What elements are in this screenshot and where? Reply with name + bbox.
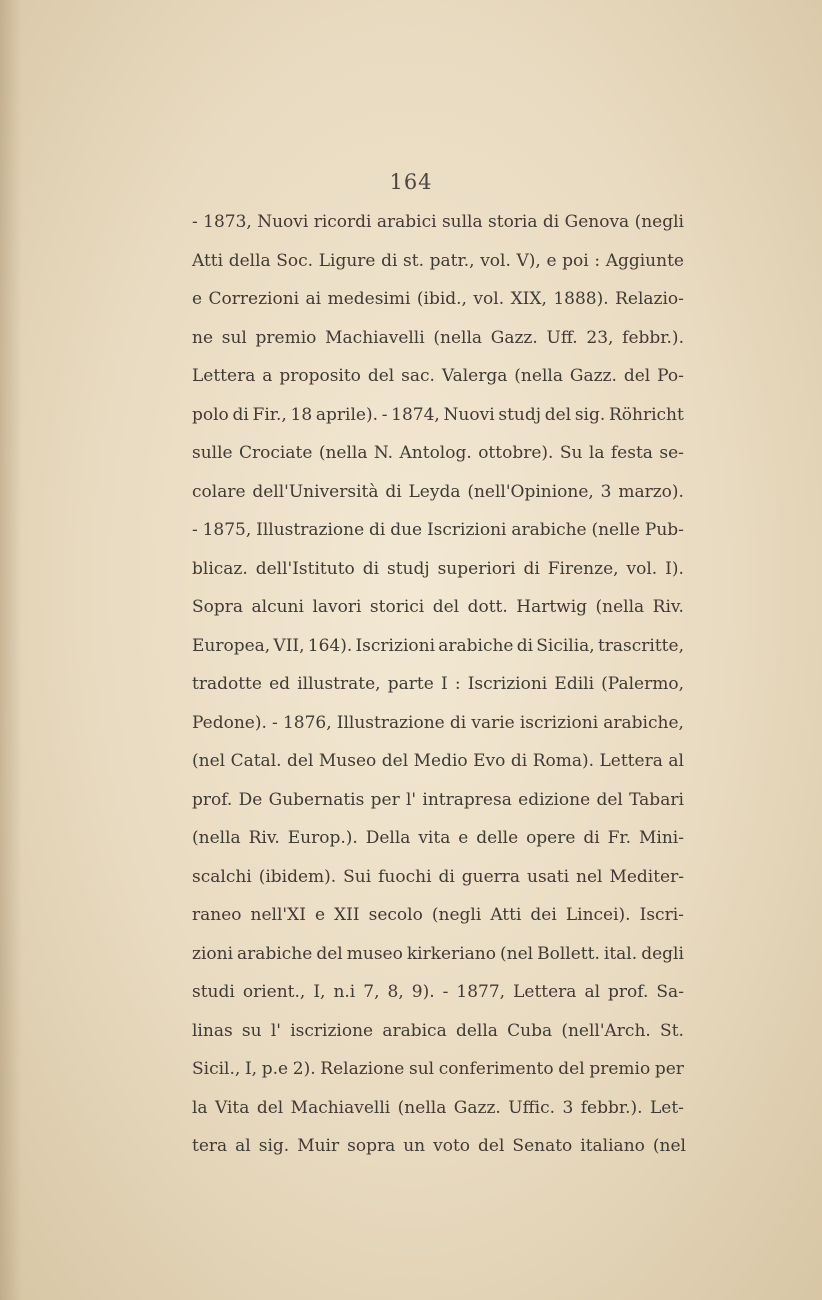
text-line: Europea, VII, 164). Iscrizioni arabiche di Sicilia, trascritte, bbox=[192, 635, 684, 656]
text-line: linas su l' iscrizione arabica della Cuba (nell'Arch. St. bbox=[192, 1020, 684, 1041]
text-line: zioni arabiche del museo kirkeriano (nel Bollett. ital. degli bbox=[192, 943, 684, 964]
text-line: la Vita del Machiavelli (nella Gazz. Uffic. 3 febbr.). Let- bbox=[192, 1097, 684, 1118]
text-line: e Correzioni ai medesimi (ibid., vol. XIX, 1888). Relazio- bbox=[192, 289, 684, 309]
text-line: Sopra alcuni lavori storici del dott. Hartwig (nella Riv. bbox=[192, 597, 684, 617]
text-line: (nel Catal. del Museo del Medio Evo di Roma). Lettera al bbox=[192, 751, 684, 771]
text-line: prof. De Gubernatis per l' intrapresa edizione del Tabari bbox=[192, 789, 684, 810]
text-line: - 1875, Illustrazione di due Iscrizioni arabiche (nelle Pub- bbox=[192, 520, 684, 540]
text-line: - 1873, Nuovi ricordi arabici sulla storia di Genova (negli bbox=[192, 212, 684, 232]
text-line: tradotte ed illustrate, parte I : Iscrizioni Edili (Palermo, bbox=[192, 674, 684, 694]
page-edge-shadow bbox=[0, 0, 22, 1300]
text-line: colare dell'Università di Leyda (nell'Opinione, 3 marzo). bbox=[192, 481, 684, 502]
text-line: blicaz. dell'Istituto di studj superiori di Firenze, vol. I). bbox=[192, 558, 684, 579]
page-number: 164 bbox=[389, 170, 433, 194]
text-line: scalchi (ibidem). Sui fuochi di guerra usati nel Mediter- bbox=[192, 866, 684, 887]
text-line: studi orient., I, n.i 7, 8, 9). - 1877, Lettera al prof. Sa- bbox=[192, 982, 684, 1002]
text-line: Sicil., I, p.e 2). Relazione sul conferimento del premio per bbox=[192, 1059, 684, 1079]
text-line: Atti della Soc. Ligure di st. patr., vol. V), e poi : Aggiunte bbox=[192, 250, 684, 271]
text-line: raneo nell'XI e XII secolo (negli Atti dei Lincei). Iscri- bbox=[192, 905, 684, 925]
text-line: sulle Crociate (nella N. Antolog. ottobre). Su la festa se- bbox=[192, 443, 684, 463]
text-line: ne sul premio Machiavelli (nella Gazz. Uff. 23, febbr.). bbox=[192, 327, 684, 348]
text-line: Lettera a proposito del sac. Valerga (nella Gazz. del Po- bbox=[192, 366, 684, 386]
text-line: tera al sig. Muir sopra un voto del Senato italiano (nel bbox=[192, 1136, 686, 1156]
text-line: Pedone). - 1876, Illustrazione di varie iscrizioni arabiche, bbox=[192, 712, 684, 733]
text-line: (nella Riv. Europ.). Della vita e delle opere di Fr. Mini- bbox=[192, 828, 684, 848]
text-line: polo di Fir., 18 aprile). - 1874, Nuovi studj del sig. Röhricht bbox=[192, 404, 684, 425]
body-text bbox=[192, 212, 684, 1175]
